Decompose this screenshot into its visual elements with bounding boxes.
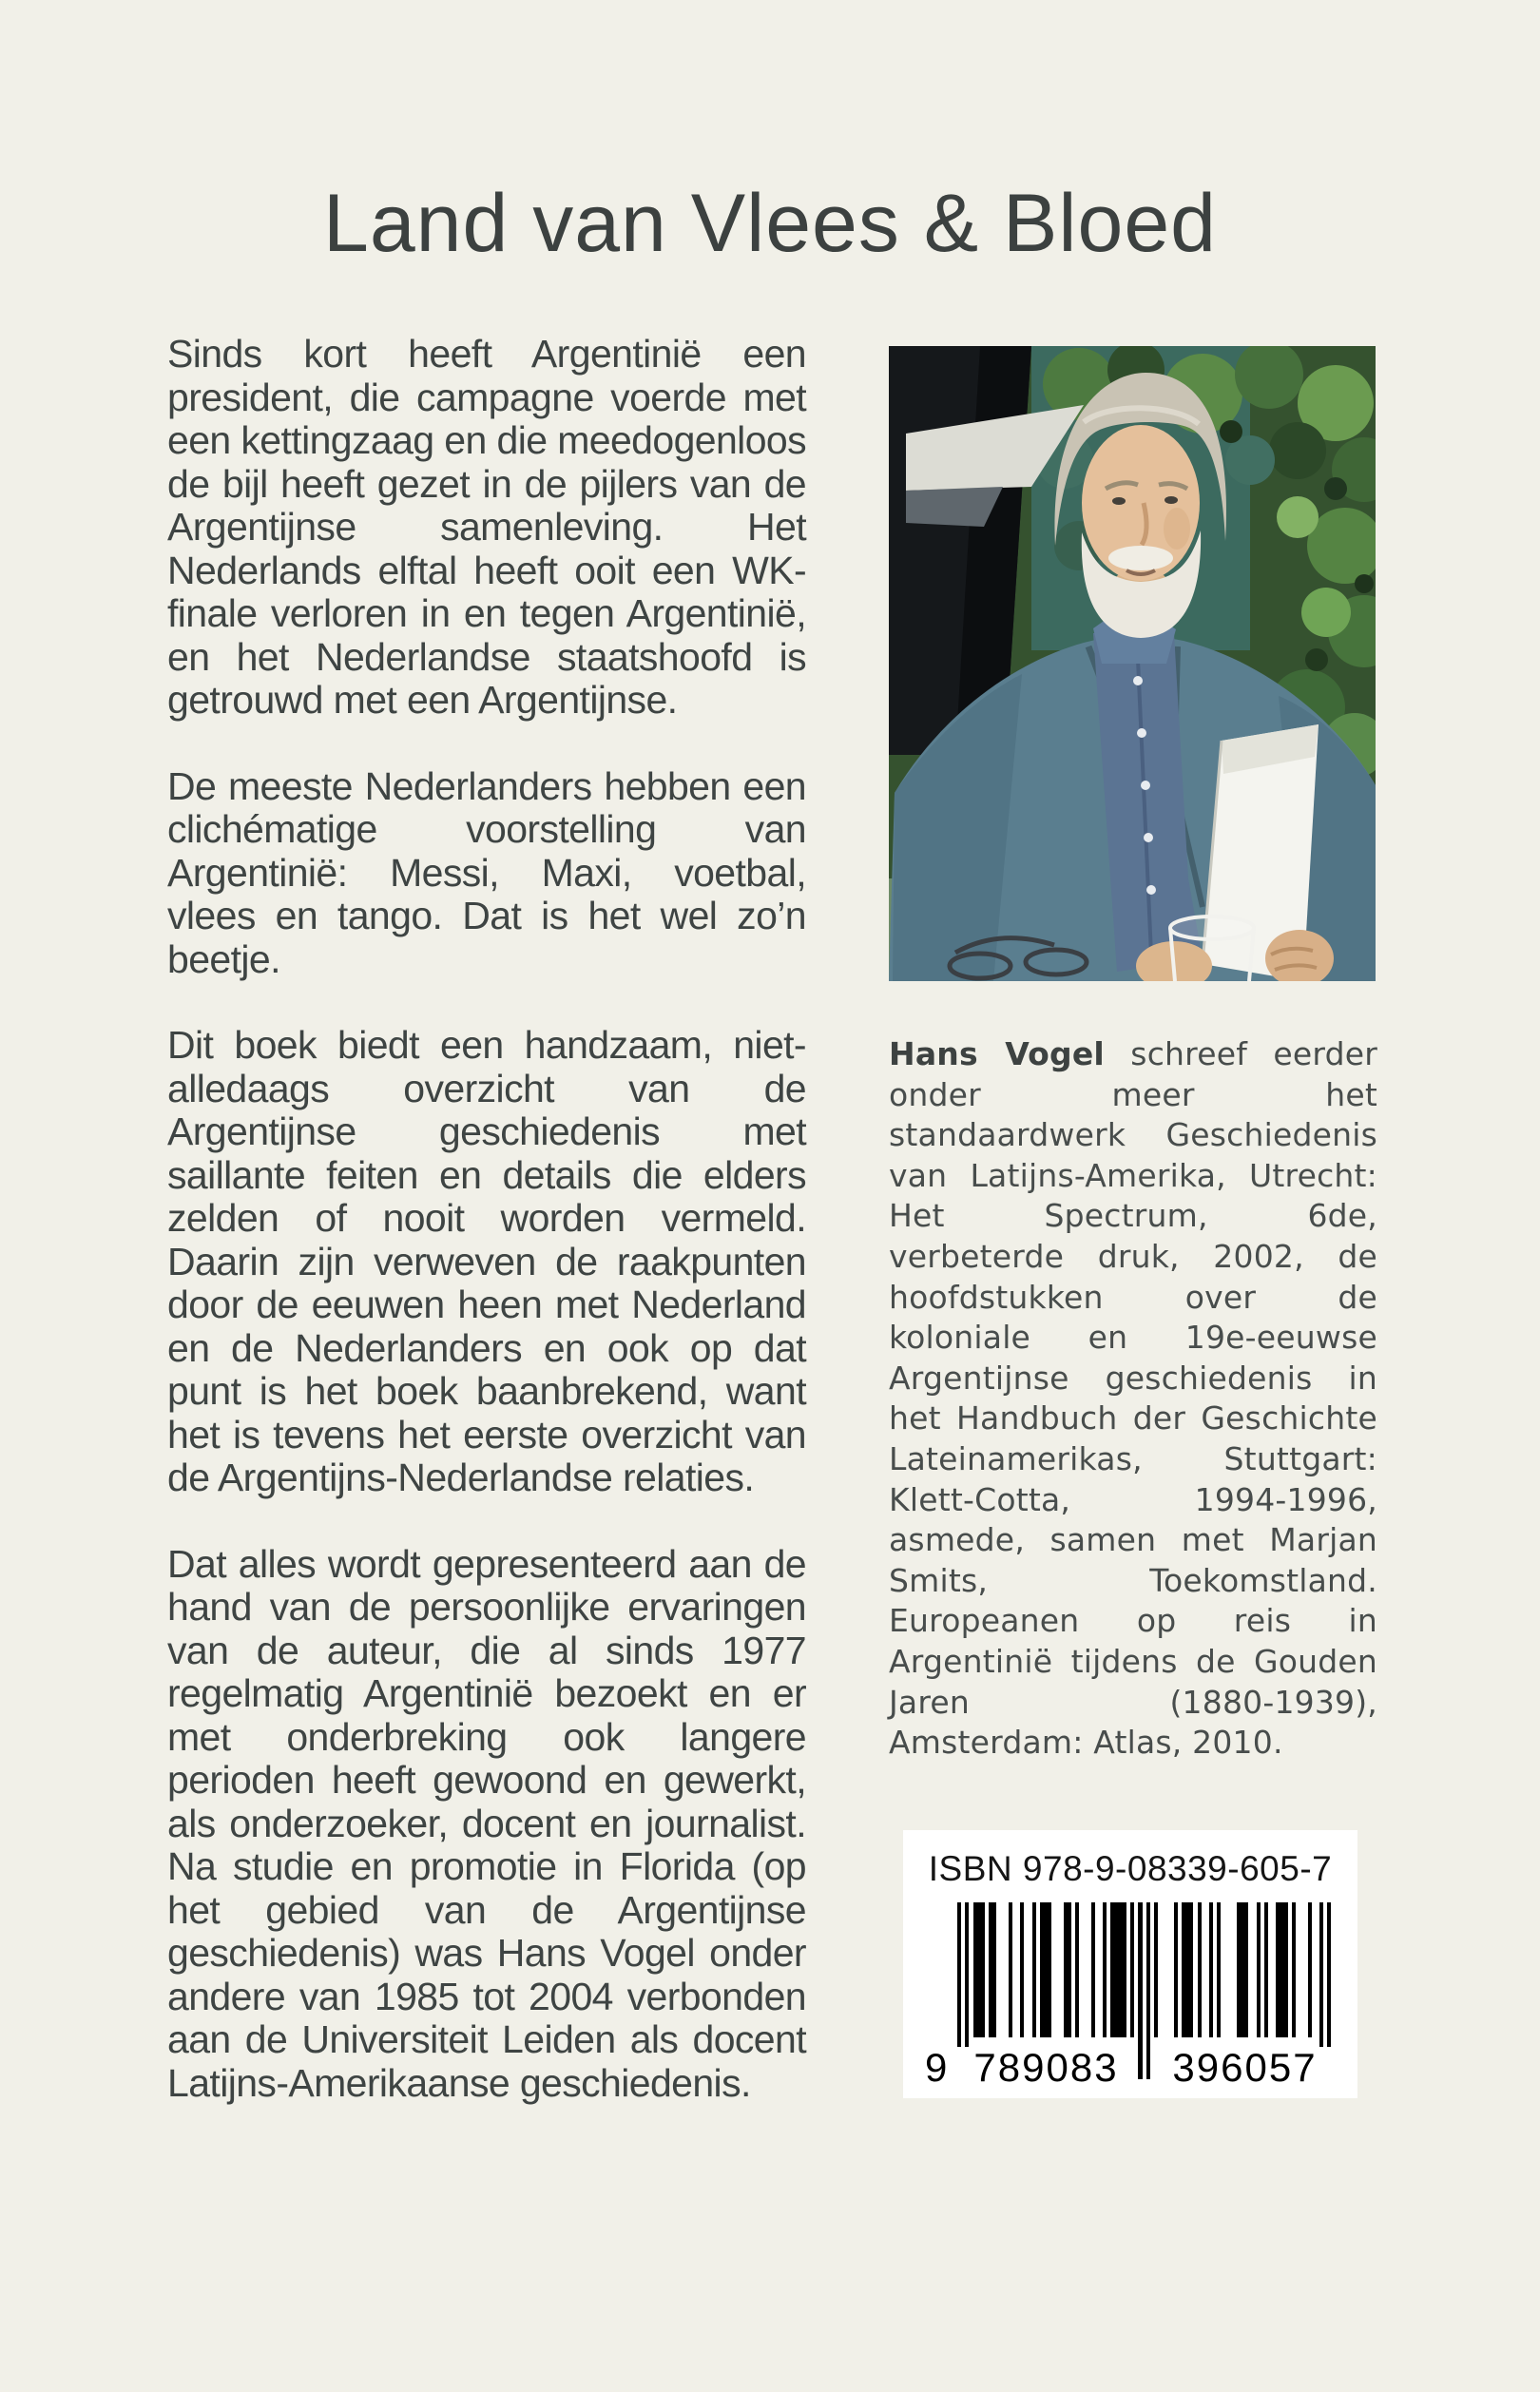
blurb-paragraph-4: Dat alles wordt gepresenteerd aan de hand van de persoonlijke ervaringen van de auteur, die al sinds 1977 regelmatig Argentinië bezoekt en er met onderbreking ook langere perioden heeft gewoond en gewerkt, als onderzoeker, docent en journalist. Na studie en promotie in Florida (op het gebied van de Argentijnse geschiedenis) was Hans Vogel onder andere van 1985 tot 2004 verbonden aan de Universiteit Leiden als docent Latijns-Amerikaanse geschiedenis. [167,1541,806,2105]
author-bio-text: schreef eerder onder meer het standaardwerk Geschiedenis van Latijns-Amerika, Utrecht: Het Spectrum, 6de, verbeterde druk, 2002, de hoofdstukken over de koloniale en 19e-eeuwse Argentijnse geschiedenis in het Handbuch der Geschichte Lateinamerikas, Stuttgart: Klett-Cotta, 1994-1996, asmede, samen met Marjan Smits, Toekomstland. Europeanen op reis in Argentinië tijdens de Gouden Jaren (1880-1939), Amsterdam: Atlas, 2010. [889,1035,1377,1762]
author-photo-illustration [889,346,1376,981]
barcode-digits [925,2043,1336,2089]
author-bio [889,1034,1377,1764]
barcode-digit-group-2: 396057 [1154,2047,1336,2089]
barcode-digit-first: 9 [925,2045,948,2090]
barcode-digit-group-1: 789083 [955,2047,1137,2089]
book-title: Land van Vlees & Bloed [323,178,1217,269]
blurb-paragraph-1: Sinds kort heeft Argentinië een president, die campagne voerde met een kettingzaag en die meedogenloos de bijl heeft gezet in de pijlers van de Argentijnse samenleving. Het Nederlands elftal heeft ooit een WK-finale verloren in en tegen Argentinië, en het Nederlandse staatshoofd is getrouwd met een Argentijnse. [167,332,806,722]
blurb-paragraph-3: Dit boek biedt een handzaam, niet-alledaags overzicht van de Argentijnse geschiedenis met saillante feiten en details die elders zelden of nooit worden vermeld. Daarin zijn verweven de raakpunten door de eeuwen heen met Nederland en de Nederlanders en ook op dat punt is het boek baanbrekend, want het is tevens het eerste overzicht van de Argentijns-Nederlandse relaties. [167,1023,806,1499]
isbn-block [903,1830,1357,2098]
author-photo [889,346,1376,981]
blurb-paragraph-2: De meeste Nederlanders hebben een clichématige voorstelling van Argentinië: Messi, Maxi, voetbal, vlees en tango. Dat is het wel zo’n beetje. [167,763,806,981]
author-name: Hans Vogel [889,1035,1105,1072]
ean13-barcode [925,1902,1336,2089]
isbn-label: ISBN 978-9-08339-605-7 [928,1849,1333,1888]
blurb-text [167,333,806,2148]
